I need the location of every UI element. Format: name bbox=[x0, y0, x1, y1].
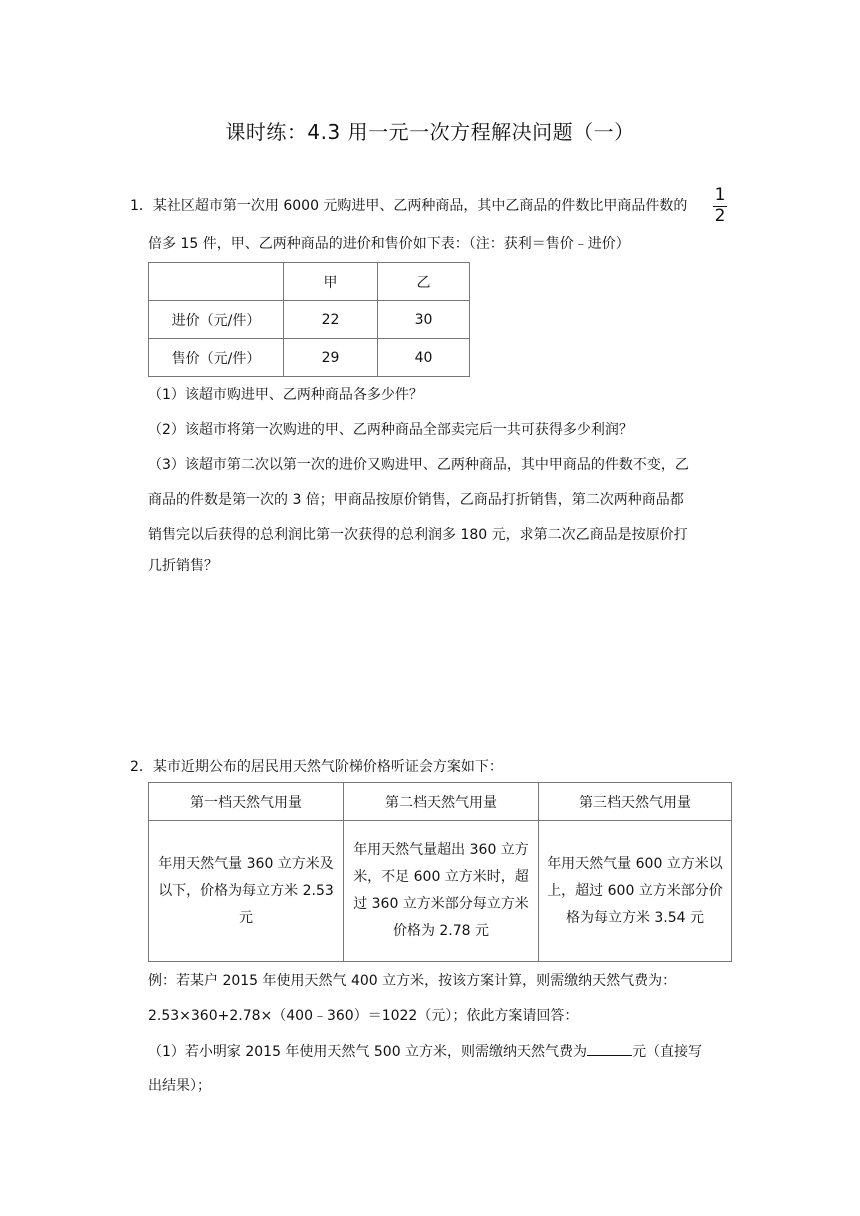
table-row bbox=[149, 339, 470, 377]
q1-sub-question-3-line-3: 销售完以后获得的总利润比第一次获得的总利润多 180 元，求第二次乙商品是按原价打 bbox=[148, 527, 688, 543]
table-cell: 22 bbox=[284, 301, 378, 339]
table-cell: 售价（元/件） bbox=[149, 339, 284, 377]
table-header-row bbox=[149, 263, 470, 301]
q1-price-table bbox=[148, 262, 470, 377]
q2-stem: 2．某市近期公布的居民用天然气阶梯价格听证会方案如下： bbox=[130, 759, 503, 775]
q1-sub-question-1: （1）该超市购进甲、乙两种商品各多少件？ bbox=[148, 387, 423, 403]
q2-sub-question-1-cont: 出结果）； bbox=[148, 1078, 211, 1094]
q2-sub-question-1-text: （1）若小明家 2015 年使用天然气 500 立方米，则需缴纳天然气费为 bbox=[148, 1044, 588, 1060]
table-cell: 30 bbox=[378, 301, 470, 339]
table-header-cell bbox=[149, 263, 284, 301]
q1-stem-line-1: 1．某社区超市第一次用 6000 元购进甲、乙两种商品，其中乙商品的件数比甲商品件数的 bbox=[130, 198, 688, 214]
answer-blank[interactable] bbox=[587, 1041, 632, 1056]
table-header-row bbox=[149, 783, 732, 821]
q1-sub-question-3-line-2: 商品的件数是第一次的 3 倍；甲商品按原价销售，乙商品打折销售，第二次两种商品都 bbox=[148, 492, 684, 508]
table-cell: 29 bbox=[284, 339, 378, 377]
q2-gas-price-table bbox=[148, 782, 732, 962]
fraction-denominator: 2 bbox=[714, 206, 726, 226]
table-header-cell: 第三档天然气用量 bbox=[539, 783, 732, 821]
table-header-cell: 第二档天然气用量 bbox=[344, 783, 539, 821]
q2-sub-question-1-unit: 元（直接写 bbox=[632, 1044, 703, 1060]
q2-example-line-2: 2.53×360+2.78×（400﹣360）＝1022（元）；依此方案请回答： bbox=[148, 1008, 579, 1024]
q2-sub-question-1 bbox=[148, 1041, 702, 1062]
q1-stem-line-2: 倍多 15 件，甲、乙两种商品的进价和售价如下表：（注：获利＝售价﹣进价） bbox=[148, 236, 630, 252]
q1-sub-question-3-line-1: （3）该超市第二次以第一次的进价又购进甲、乙两种商品，其中甲商品的件数不变，乙 bbox=[148, 457, 689, 473]
table-header-cell: 甲 bbox=[284, 263, 378, 301]
table-header-cell: 第一档天然气用量 bbox=[149, 783, 344, 821]
table-cell: 40 bbox=[378, 339, 470, 377]
q1-sub-question-2: （2）该超市将第一次购进的甲、乙两种商品全部卖完后一共可获得多少利润？ bbox=[148, 422, 633, 438]
table-cell: 年用天然气量 360 立方米及以下，价格为每立方米 2.53 元 bbox=[149, 821, 344, 962]
table-cell: 进价（元/件） bbox=[149, 301, 284, 339]
page-title: 课时练：4.3 用一元一次方程解决问题（一） bbox=[225, 120, 635, 144]
table-cell: 年用天然气量 600 立方米以上，超过 600 立方米部分价格为每立方米 3.54 元 bbox=[539, 821, 732, 962]
q1-sub-question-3-line-4: 几折销售？ bbox=[148, 558, 218, 574]
q2-example-line-1: 例：若某户 2015 年使用天然气 400 立方米，按该方案计算，则需缴纳天然气费为： bbox=[148, 973, 677, 989]
table-row bbox=[149, 821, 732, 962]
table-cell: 年用天然气量超出 360 立方米，不足 600 立方米时，超过 360 立方米部分每立方米价格为 2.78 元 bbox=[344, 821, 539, 962]
table-row bbox=[149, 301, 470, 339]
table-header-cell: 乙 bbox=[378, 263, 470, 301]
q1-fraction bbox=[713, 187, 727, 225]
fraction-numerator: 1 bbox=[714, 185, 726, 205]
